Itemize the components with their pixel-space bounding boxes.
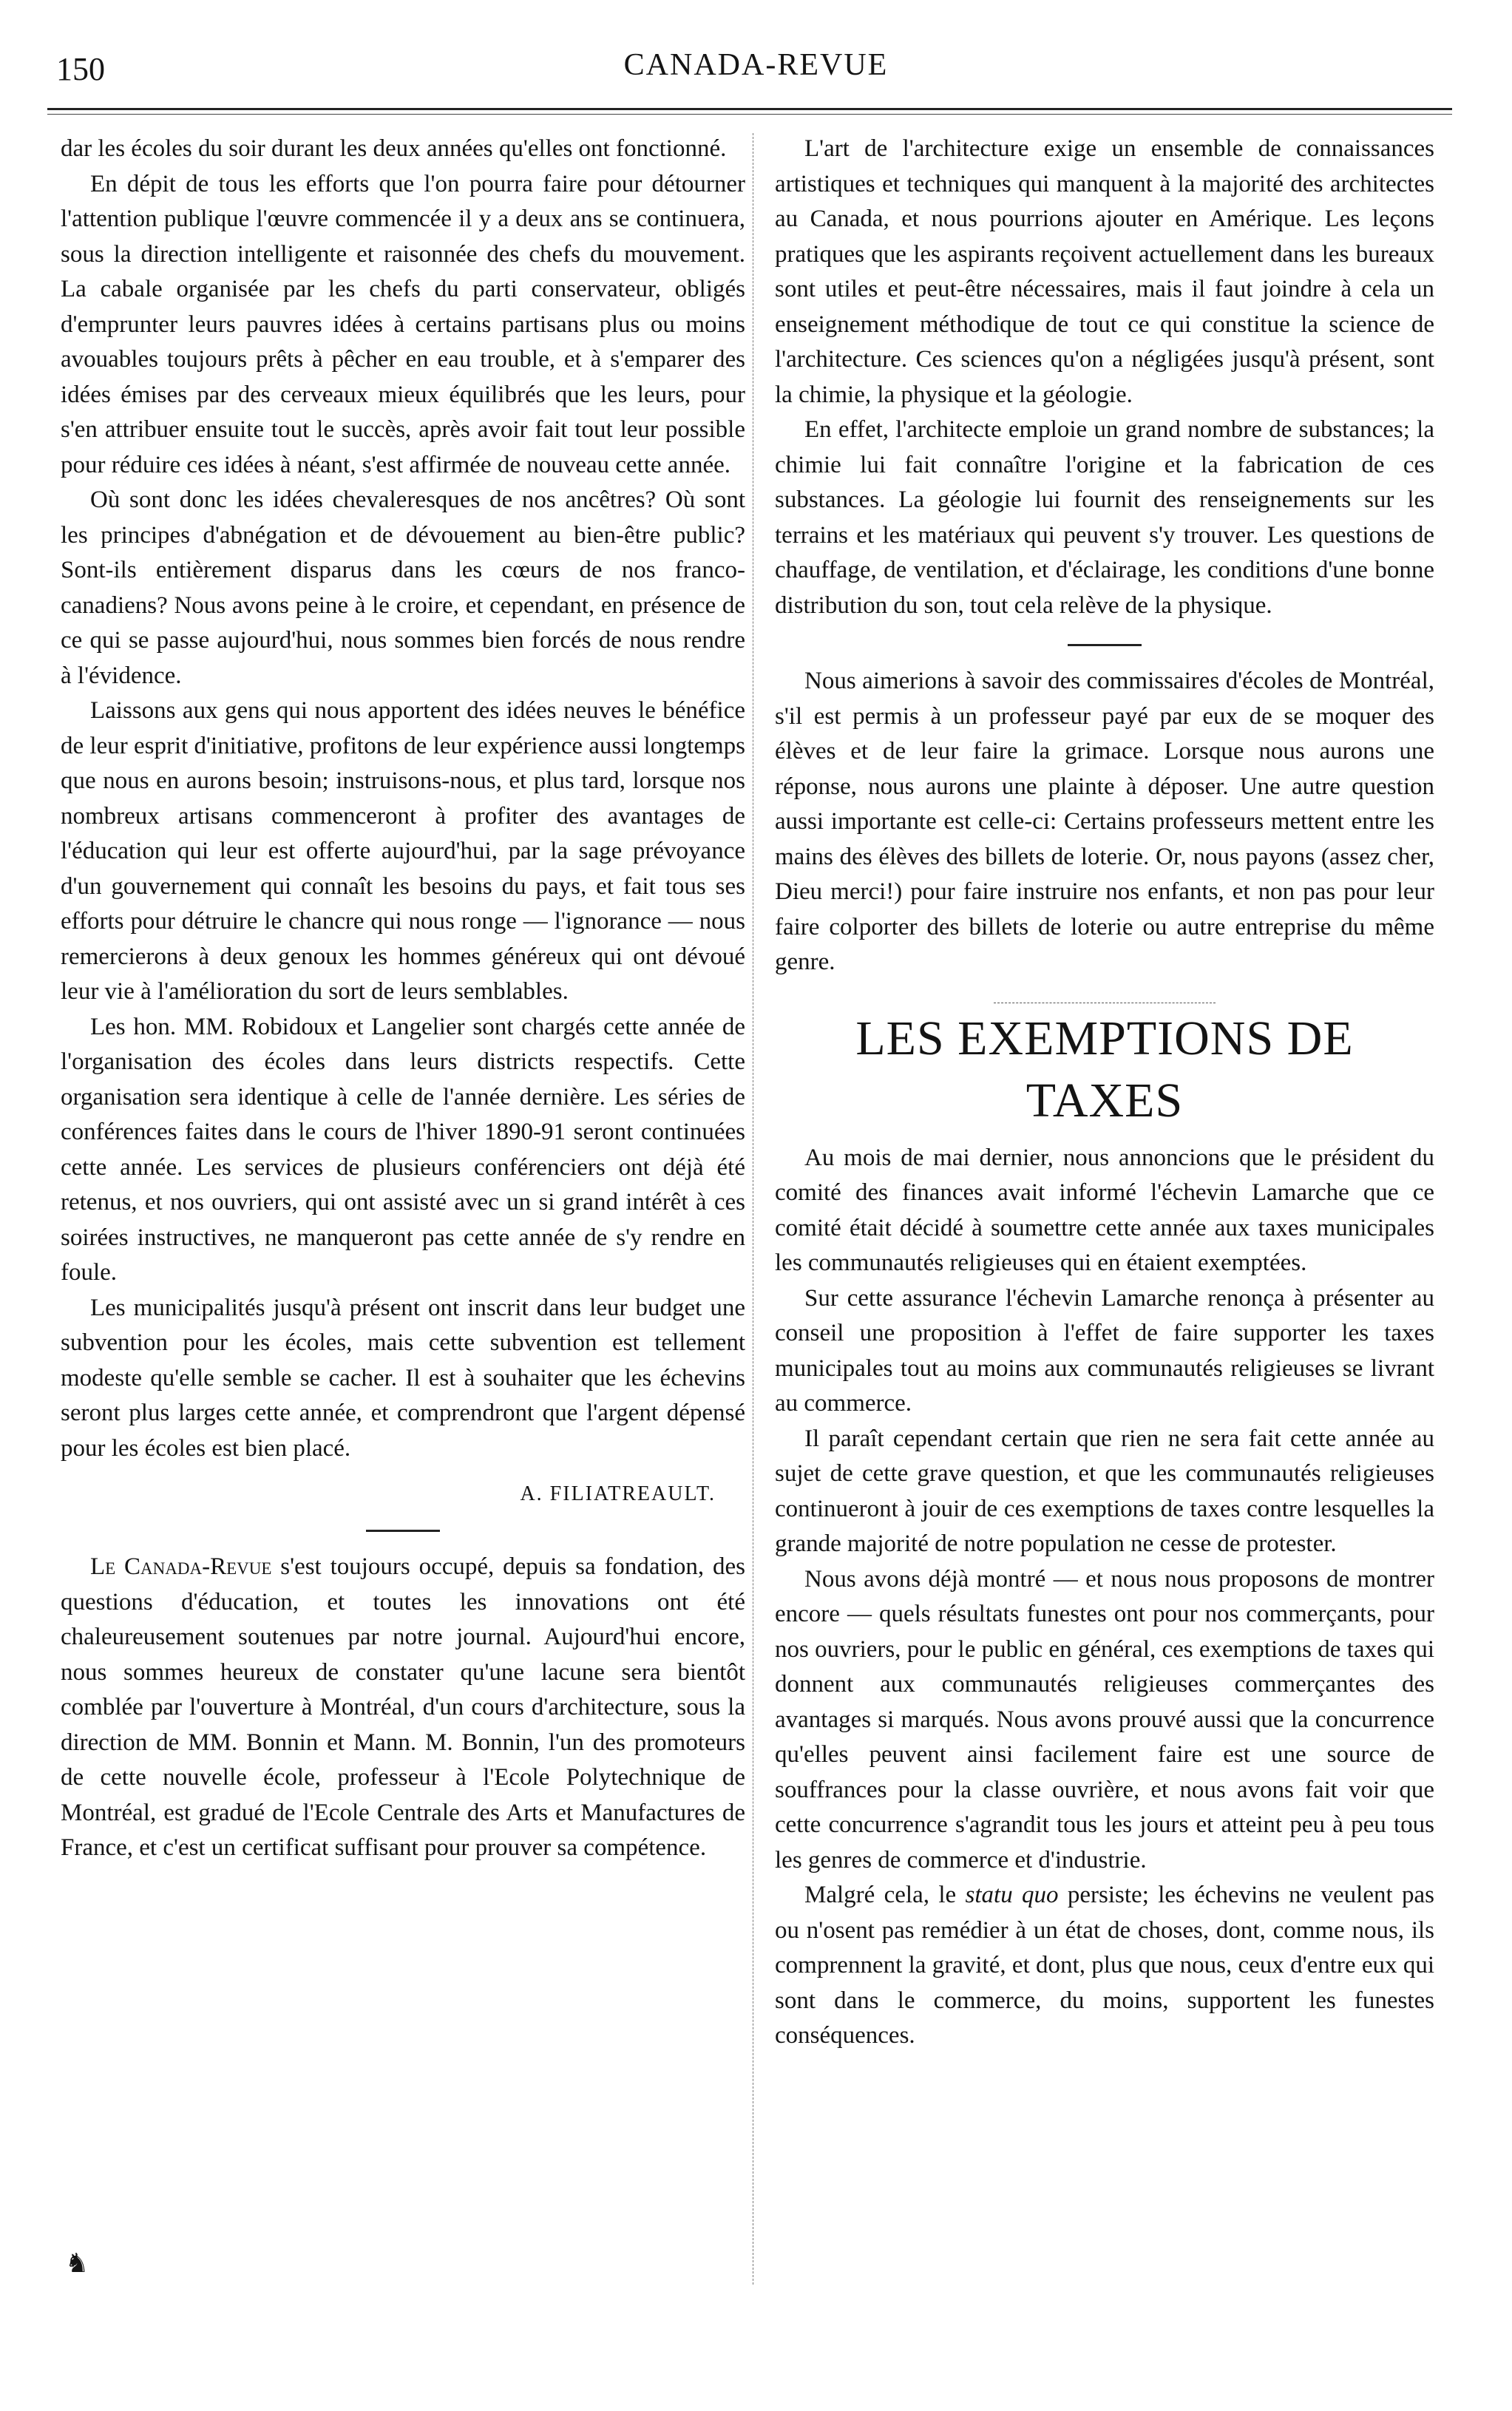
paragraph: Il paraît cependant certain que rien ne sera fait cette année au sujet de cette grave question, et que les communautés religieuses continueront à jouir de ces exemptions de taxes contre lesquelles la grande majorité de notre population ne cesse de protester. <box>775 1425 1434 1557</box>
paragraph: En effet, l'architecte emploie un grand nombre de substances; la chimie lui fait connaître l'origine et la fabrication de ces substances. La géologie lui fournit des renseignements sur les terrains et les matériaux qui peuvent s'y trouver. Les questions de chauffage, de ventilation, et d'éclairage, les conditions d'une bonne distribution du son, tout cela relève de la physique. <box>775 416 1434 619</box>
journal-name: Le Canada-Revue <box>90 1553 272 1580</box>
paragraph: L'art de l'architecture exige un ensemble de connaissances artistiques et techniques qui manquent à la majorité des architectes au Canada, et nous pourrions ajouter en Amérique. Les leçons pratiques que les aspirants reçoivent actuellement dans les bureaux sont utiles et peut-être nécessaires, mais il faut joindre à cela un enseignement méthodique de tout ce qui constitue la science de l'architecture. Ces sciences qu'on a négligées jusqu'à présent, sont la chimie, la physique et la géologie. <box>775 135 1434 408</box>
paragraph: Les hon. MM. Robidoux et Langelier sont chargés cette année de l'organisation des écoles dans leurs districts respectifs. Cette organisation sera identique à celle de l'année dernière. Les séries de conférences faites dans le cours de l'hiver 1890-91 seront continuées cette année. Les services de plusieurs conférenciers ont déjà été retenus, et nos ouvriers, qui ont assisté avec un si grand intérêt à ces soirées instructives, ne manqueront pas cette année de s'y rendre en foule. <box>61 1013 745 1286</box>
paragraph: Nous aimerions à savoir des commissaires d'écoles de Montréal, s'il est permis à un professeur payé par eux de se moquer des élèves et de leur faire la grimace. Lorsque nous aurons une réponse, nous aurons une plainte à déposer. Une autre question aussi importante est celle-ci: Certains professeurs mettent entre les mains des élèves des billets de loterie. Or, nous payons (assez cher, Dieu merci!) pour faire instruire nos enfants, et non pas pour leur faire colporter des billets de loterie ou autre entreprise du même genre. <box>775 668 1434 975</box>
paragraph: Nous avons déjà montré — et nous nous proposons de montrer encore — quels résultats funestes ont pour nos commerçants, pour nos ouvriers, pour le public en général, ces exemptions de taxes qui donnent aux communautés religieuses commerçantes des avantages si marqués. Nous avons prouvé aussi que la concurrence qu'elles peuvent ainsi facilement faire est une source de souffrances pour la classe ouvrière, et nous avons fait voir que cette concurrence s'agrandit tous les jours et atteint peu à peu tous les genres de commerce et d'industrie. <box>775 1565 1434 1873</box>
paragraph: Laissons aux gens qui nous apportent des idées neuves le bénéfice de leur esprit d'initiative, profitons de leur expérience aussi longtemps que nous en aurons besoin; instruisons-nous, et plus tard, lorsque nos nombreux artisans commenceront à profiter des avantages de l'éducation qui leur est offerte aujourd'hui, par la sage prévoyance d'un gouvernement qui connaît les besoins du pays, et fait tous ses efforts pour détruire le chancre qui nous ronge — l'ignorance — nous remercierons à deux genoux les hommes généreux qui ont dévoué leur vie à l'amélioration du sort de leurs semblables. <box>61 697 746 1005</box>
paragraph-text: Malgré cela, le <box>804 1882 966 1908</box>
paragraph: En dépit de tous les efforts que l'on pourra faire pour détourner l'attention publique l'œuvre commencée il y a deux ans se continuera, sous la direction intelligente et raisonnée des chefs du mouvement. La cabale organisée par les chefs du parti conservateur, obligés d'emprunter leurs pauvres idées à certains partisans plus ou moins avouables toujours prêts à pêcher en eau trouble, et à s'emparer des idées émises par des cerveaux mieux équilibrés que les leurs, pour s'en attribuer ensuite tout le succès, après avoir fait tout leur possible pour réduire ces idées à néant, s'est affirmée de nouveau cette année. <box>61 170 745 478</box>
paragraph: dar les écoles du soir durant les deux années qu'elles ont fonctionné. <box>61 135 727 162</box>
paragraph-text: persiste; les échevins ne veulent pas ou n'osent pas remédier à un état de choses, dont, comme nous, ils comprennent la gravité, et dont, plus que nous, ceux d'entre eux qui sont dans le commerce, du moins, supportent les funestes conséquences. <box>775 1882 1434 2049</box>
article-title: LES EXEMPTIONS DE TAXES <box>855 1011 1354 1127</box>
section-separator <box>366 1530 440 1532</box>
paragraph: Au mois de mai dernier, nous annoncions que le président du comité des finances avait informé l'échevin Lamarche que ce comité était décidé à soumettre cette année aux taxes municipales les communautés religieuses qui en étaient exemptées. <box>775 1144 1434 1276</box>
right-column <box>775 132 1434 2054</box>
section-separator <box>1068 644 1142 646</box>
latin-phrase: statu quo <box>965 1882 1059 1908</box>
paragraph: Les municipalités jusqu'à présent ont inscrit dans leur budget une subvention pour les écoles, mais cette subvention est tellement modeste qu'elle semble se cacher. Il est à souhaiter que les échevins seront plus larges cette année, et comprendront que l'argent dépensé pour les écoles est bien placé. <box>61 1294 745 1462</box>
header-rule <box>47 108 1452 110</box>
header-rule-thin <box>47 114 1452 115</box>
running-title: CANADA-REVUE <box>623 48 889 82</box>
paragraph-text: s'est toujours occupé, depuis sa fondation, des questions d'éducation, et toutes les innovations ont été chaleureusement soutenues par notre journal. Aujourd'hui encore, nous sommes heureux de constater qu'une lacune sera bientôt comblée par l'ouverture à Montréal, d'un cours d'architecture, sous la direction de MM. Bonnin et Mann. M. Bonnin, l'un des promoteurs de cette nouvelle école, professeur à l'Ecole Polytechnique de Montréal, est gradué de l'Ecole Centrale des Arts et Manufactures de France, et c'est un certificat suffisant pour prouver sa compétence. <box>61 1553 745 1861</box>
paragraph <box>775 1878 1434 2054</box>
paragraph <box>61 1550 745 1866</box>
printer-mark-icon: ♞ <box>65 2248 89 2278</box>
left-column <box>61 132 745 1866</box>
paragraph: Sur cette assurance l'échevin Lamarche renonça à présenter au conseil une proposition à l'effet de faire supporter les taxes municipales tout au moins aux communautés religieuses se livrant au commerce. <box>775 1284 1434 1417</box>
paragraph: Où sont donc les idées chevaleresques de nos ancêtres? Où sont les principes d'abnégation et de dévouement au bien-être public? Sont-ils entièrement disparus dans les cœurs de nos franco-canadiens? Nous avons peine à le croire, et cependant, en présence de ce qui se passe aujourd'hui, nous sommes bien forcés de nous rendre à l'évidence. <box>61 486 745 689</box>
author-signature: A. FILIATREAULT. <box>520 1482 716 1505</box>
page-number: 150 <box>56 51 105 87</box>
